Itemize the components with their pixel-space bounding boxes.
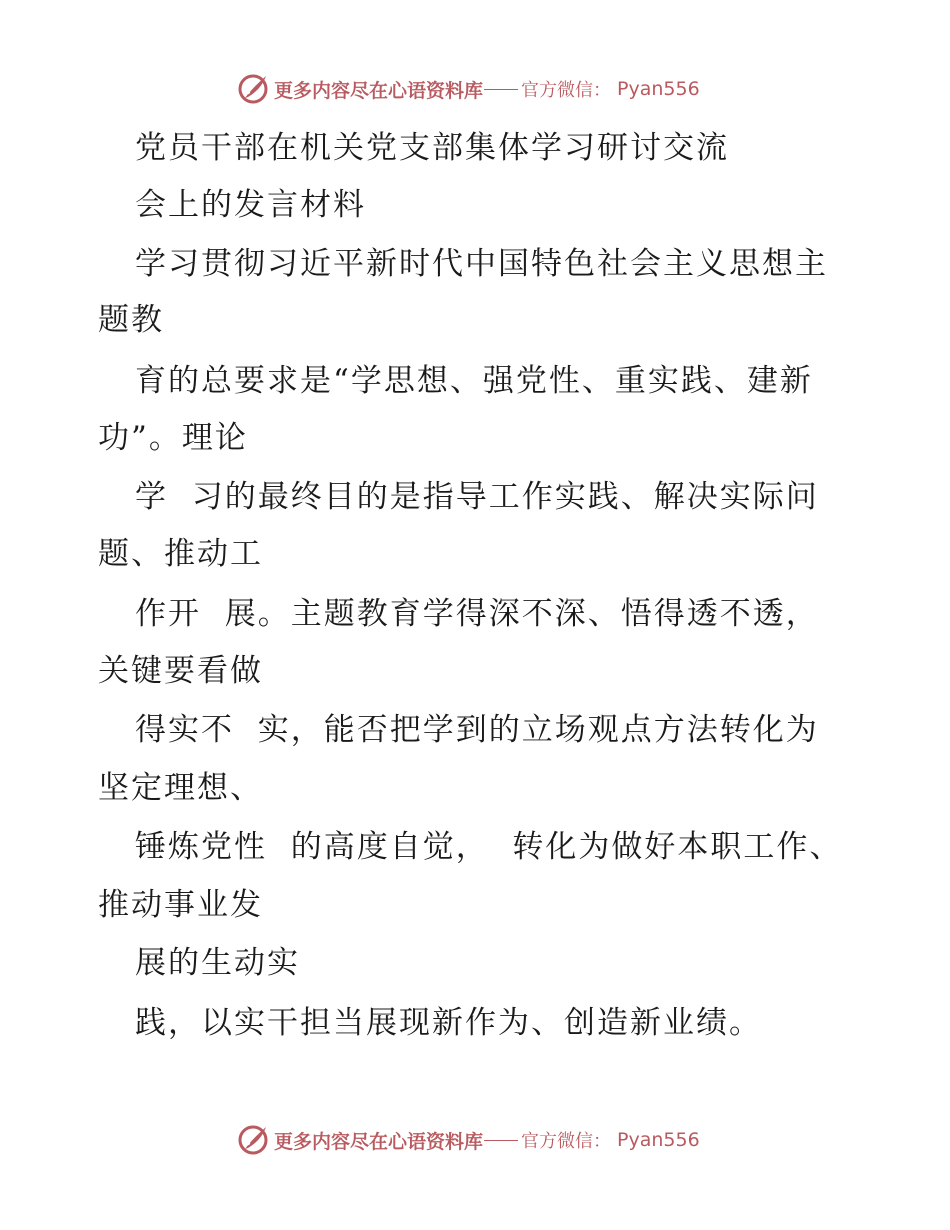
paragraph-line: 推动事业发: [98, 887, 263, 923]
paragraph-line: 学习贯彻习近平新时代中国特色社会主义思想主: [135, 246, 828, 282]
paragraph-line: 学 习的最终目的是指导工作实践、解决实际问: [135, 479, 819, 515]
watermark-official-label: 官方微信: [521, 1131, 594, 1152]
watermark-wechat-id: Pyan556: [617, 1129, 700, 1151]
watermark-separator: [484, 1140, 518, 1141]
paragraph-line: 功”。理论: [98, 420, 248, 456]
paragraph-line: 践，以实干担当展现新作为、创造新业绩。: [135, 1005, 762, 1041]
paragraph-line: 得实不 实，能否把学到的立场观点方法转化为: [135, 712, 819, 748]
paragraph-line: 关键要看做: [98, 653, 263, 689]
document-title-line-1: 党员干部在机关党支部集体学习研讨交流: [135, 130, 729, 166]
paragraph-line: 题教: [98, 302, 164, 338]
paragraph-line: 作开 展。主题教育学得深不深、悟得透不透，: [135, 596, 819, 632]
watermark-official-label: 官方微信: [521, 80, 594, 101]
paragraph-line: 锤炼党性 的高度自觉， 转化为做好本职工作、: [135, 829, 843, 865]
watermark-separator: [484, 89, 518, 90]
watermark-wechat-id: Pyan556: [617, 78, 700, 100]
paragraph-line: 展的生动实: [135, 945, 300, 981]
watermark-colon: ：: [593, 1131, 612, 1152]
watermark-colon: ：: [593, 80, 612, 101]
paragraph-line: 育的总要求是“学思想、强党性、重实践、建新: [135, 363, 813, 399]
paragraph-line: 题、推动工: [98, 536, 263, 572]
watermark-footer: [236, 1123, 700, 1157]
watermark-brand: 更多内容尽在心语资料库: [274, 1130, 484, 1153]
watermark-brand: 更多内容尽在心语资料库: [274, 79, 484, 102]
watermark-header: [236, 72, 700, 106]
document-title-line-2: 会上的发言材料: [135, 187, 366, 223]
paragraph-line: 坚定理想、: [98, 770, 263, 806]
quill-logo-icon: [236, 1123, 270, 1157]
quill-logo-icon: [236, 72, 270, 106]
